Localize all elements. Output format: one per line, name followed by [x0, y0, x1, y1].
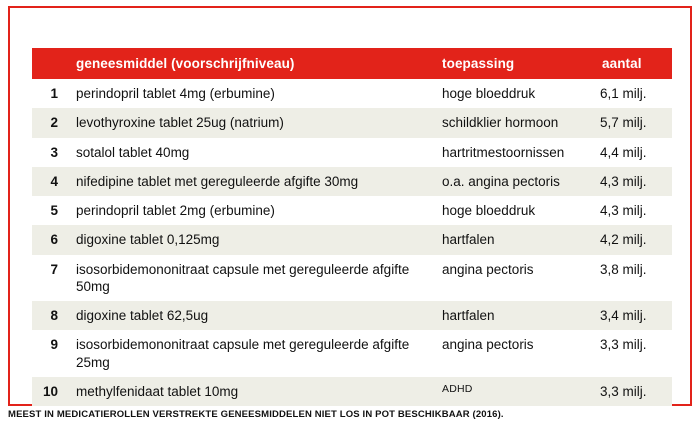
- cell-amount: 4,2 milj.: [596, 225, 672, 254]
- cell-medication-name: levothyroxine tablet 25ug (natrium): [68, 108, 436, 137]
- cell-use: angina pectoris: [436, 330, 596, 377]
- table-row: [32, 225, 672, 254]
- column-header-amount: aantal: [596, 48, 672, 79]
- figure-caption: MEEST IN MEDICATIEROLLEN VERSTREKTE GENEESMIDDELEN NIET LOS IN POT BESCHIKBAAR (2016).: [8, 409, 504, 420]
- table-row: [32, 167, 672, 196]
- table-row: [32, 255, 672, 302]
- table-row: [32, 138, 672, 167]
- cell-medication-name: perindopril tablet 4mg (erbumine): [68, 79, 436, 108]
- cell-rank: 4: [32, 167, 68, 196]
- medication-table-container: [32, 48, 672, 406]
- cell-amount: 6,1 milj.: [596, 79, 672, 108]
- cell-use: hartfalen: [436, 301, 596, 330]
- cell-amount: 4,4 milj.: [596, 138, 672, 167]
- cell-amount: 4,3 milj.: [596, 167, 672, 196]
- table-row: [32, 377, 672, 406]
- column-header-rank: [32, 48, 68, 79]
- table-row: [32, 301, 672, 330]
- cell-medication-name: sotalol tablet 40mg: [68, 138, 436, 167]
- cell-amount: 3,3 milj.: [596, 377, 672, 406]
- cell-medication-name: perindopril tablet 2mg (erbumine): [68, 196, 436, 225]
- cell-amount: 4,3 milj.: [596, 196, 672, 225]
- cell-medication-name: methylfenidaat tablet 10mg: [68, 377, 436, 406]
- table-row: [32, 108, 672, 137]
- table-row: [32, 330, 672, 377]
- column-header-name: geneesmiddel (voorschrijfniveau): [68, 48, 436, 79]
- cell-rank: 9: [32, 330, 68, 377]
- cell-use: hartritmestoornissen: [436, 138, 596, 167]
- table-row: [32, 79, 672, 108]
- table-header: [32, 48, 672, 79]
- cell-rank: 10: [32, 377, 68, 406]
- cell-medication-name: nifedipine tablet met gereguleerde afgifte 30mg: [68, 167, 436, 196]
- cell-medication-name: isosorbidemononitraat capsule met gereguleerde afgifte 25mg: [68, 330, 436, 377]
- table-body: [32, 79, 672, 406]
- table-header-row: [32, 48, 672, 79]
- cell-amount: 3,4 milj.: [596, 301, 672, 330]
- medication-table: [32, 48, 672, 406]
- cell-rank: 7: [32, 255, 68, 302]
- cell-rank: 1: [32, 79, 68, 108]
- cell-rank: 6: [32, 225, 68, 254]
- cell-amount: 5,7 milj.: [596, 108, 672, 137]
- cell-medication-name: digoxine tablet 0,125mg: [68, 225, 436, 254]
- cell-amount: 3,8 milj.: [596, 255, 672, 302]
- cell-rank: 8: [32, 301, 68, 330]
- cell-use: o.a. angina pectoris: [436, 167, 596, 196]
- cell-use: hoge bloeddruk: [436, 79, 596, 108]
- cell-amount: 3,3 milj.: [596, 330, 672, 377]
- cell-medication-name: isosorbidemononitraat capsule met gereguleerde afgifte 50mg: [68, 255, 436, 302]
- cell-rank: 2: [32, 108, 68, 137]
- cell-rank: 5: [32, 196, 68, 225]
- cell-rank: 3: [32, 138, 68, 167]
- cell-use: ADHD: [436, 377, 596, 406]
- cell-use: hoge bloeddruk: [436, 196, 596, 225]
- column-header-use: toepassing: [436, 48, 596, 79]
- cell-use: hartfalen: [436, 225, 596, 254]
- cell-use: angina pectoris: [436, 255, 596, 302]
- table-row: [32, 196, 672, 225]
- table-frame: [8, 6, 692, 406]
- cell-medication-name: digoxine tablet 62,5ug: [68, 301, 436, 330]
- cell-use: schildklier hormoon: [436, 108, 596, 137]
